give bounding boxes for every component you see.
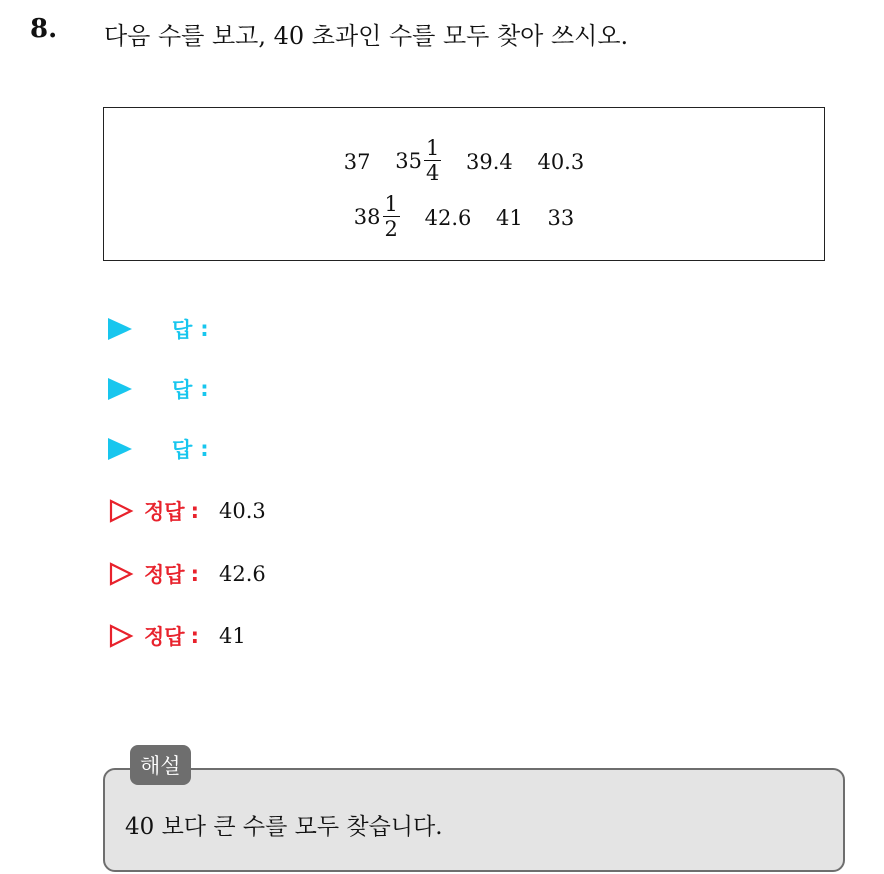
number-item: 42.6 — [424, 206, 472, 230]
explanation-tab: 해설 — [130, 745, 191, 785]
mixed-number — [395, 136, 441, 185]
question-text: 다음 수를 보고, 40 초과인 수를 모두 찾아 쓰시오. — [104, 22, 629, 50]
play-triangle-icon — [108, 378, 132, 400]
answer-colon: : — [200, 377, 209, 401]
fraction-numerator: 1 — [384, 192, 398, 216]
explanation-box — [103, 768, 845, 872]
number-row-1 — [104, 136, 824, 185]
correct-answer-row — [108, 496, 266, 526]
answer-blank-row[interactable] — [108, 314, 209, 344]
fraction — [383, 192, 400, 241]
answer-label: 답 — [172, 438, 193, 462]
answer-label: 답 — [172, 378, 193, 402]
answer-label: 답 — [172, 318, 193, 342]
correct-answer-colon: : — [190, 562, 199, 586]
explanation-text: 40 보다 큰 수를 모두 찾습니다. — [125, 814, 443, 840]
correct-answer-label: 정답 — [144, 500, 185, 524]
number-item: 39.4 — [466, 150, 513, 174]
play-triangle-icon — [108, 318, 132, 340]
correct-answer-row — [108, 621, 246, 651]
answer-blank-row[interactable] — [108, 434, 209, 464]
number-row-2 — [104, 192, 824, 241]
correct-answer-row — [108, 559, 266, 589]
fraction-denominator: 4 — [425, 161, 440, 185]
correct-answer-value: 41 — [218, 624, 246, 648]
mixed-number-whole: 35 — [395, 148, 422, 173]
correct-answer-value: 42.6 — [218, 562, 266, 586]
number-box — [103, 107, 825, 261]
play-triangle-icon — [108, 438, 132, 460]
correct-answer-value: 40.3 — [218, 499, 266, 523]
outline-triangle-icon — [108, 561, 134, 587]
answer-colon: : — [200, 437, 209, 461]
number-item: 40.3 — [537, 150, 585, 174]
mixed-number-whole: 38 — [353, 204, 381, 229]
fraction-denominator: 2 — [384, 217, 398, 241]
correct-answer-colon: : — [190, 624, 199, 648]
answer-colon: : — [200, 317, 209, 341]
answer-blank-row[interactable] — [108, 374, 209, 404]
mixed-number — [354, 192, 400, 241]
correct-answer-label: 정답 — [144, 563, 185, 587]
fraction-numerator: 1 — [425, 136, 440, 160]
fraction — [424, 136, 441, 185]
question-number: 8. — [30, 14, 58, 44]
correct-answer-colon: : — [190, 499, 199, 523]
number-item: 37 — [343, 150, 371, 174]
correct-answer-label: 정답 — [144, 625, 185, 649]
number-item: 41 — [496, 206, 523, 230]
outline-triangle-icon — [108, 623, 134, 649]
number-item: 33 — [547, 206, 575, 230]
outline-triangle-icon — [108, 498, 134, 524]
